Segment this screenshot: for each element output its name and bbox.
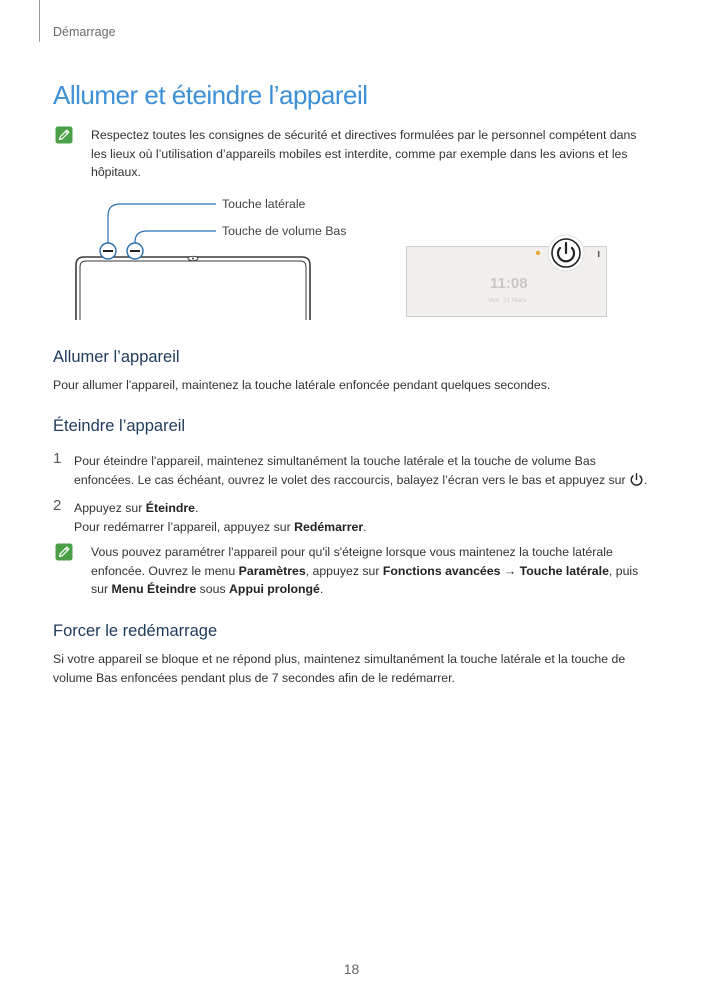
step-text [74, 452, 653, 489]
side-key-settings-note [55, 543, 645, 599]
note-part-5: . [319, 582, 324, 596]
force-restart-text: Si votre appareil se bloque et ne répond plus, maintenez simultanément la touche latérale et la touche de volume Bas enfoncées pendant plus de 7 secondes afin de le redémarrer. [53, 652, 626, 685]
off-option: Éteindre [145, 501, 195, 515]
note-arrow: → [500, 563, 520, 578]
volume-down-label: Touche de volume Bas [222, 224, 347, 238]
device-illustration [70, 195, 630, 320]
step-2-suffix: . [194, 501, 199, 515]
power-off-step-1 [53, 452, 653, 489]
screen-date: Ven. 31 Mars [488, 297, 527, 304]
side-key-label: Touche latérale [222, 197, 306, 211]
page-title: Allumer et éteindre l’appareil [53, 80, 368, 110]
step-text [74, 499, 653, 536]
power-off-heading: Éteindre l’appareil [53, 417, 186, 435]
settings-note-text [91, 543, 645, 599]
restart-prefix: Pour redémarrer l’appareil, appuyez sur [74, 519, 295, 534]
note-part-2: , appuyez sur [305, 563, 383, 578]
note-part-4: sous [196, 582, 230, 596]
power-on-heading: Allumer l’appareil [53, 348, 180, 366]
screen-time: 11:08 [490, 275, 528, 292]
safety-note-text: Respectez toutes les consignes de sécurité et directives formulées par le personnel compétent dans les lieux où l’utilisation d’appareils mobiles est interdite, comme par exemple dans les avions et les hôpitaux. [91, 128, 637, 179]
page-number: 18 [343, 961, 360, 977]
note-part-1: Vous pouvez paramétrer l'appareil pour qu'il s'éteigne lorsque vous maintenez la touche latérale enfoncée. Ouvrez le menu [91, 545, 613, 578]
menu-advanced-features: Fonctions avancées [382, 563, 501, 578]
restart-suffix: . [363, 519, 367, 534]
safety-note [55, 126, 645, 182]
menu-press-and-hold: Appui prolongé [229, 582, 320, 596]
menu-side-key: Touche latérale [519, 563, 609, 578]
power-icon [629, 472, 644, 487]
step-number: 1 [53, 450, 62, 467]
step-1-text: Pour éteindre l'appareil, maintenez simultanément la touche latérale et la touche de volume Bas enfoncées. Le cas échéant, ouvrez le volet des raccourcis, balayez l’écran vers le bas et appuyez sur [74, 454, 626, 487]
menu-power-off-menu: Menu Éteindre [111, 582, 197, 596]
step-number: 2 [53, 497, 62, 514]
power-off-step-2 [53, 499, 653, 536]
force-restart-heading: Forcer le redémarrage [53, 622, 218, 640]
note-part-3: , puis sur [91, 563, 639, 596]
chapter-label: Démarrage [53, 25, 116, 39]
note-pencil-icon [55, 543, 73, 561]
step-2-prefix: Appuyez sur [74, 501, 146, 515]
tablet-keys-diagram [70, 195, 630, 320]
power-on-text: Pour allumer l'appareil, maintenez la touche latérale enfoncée pendant quelques secondes. [53, 378, 551, 392]
restart-option: Redémarrer [294, 519, 364, 534]
note-pencil-icon [55, 126, 73, 144]
step-1-end: . [644, 472, 648, 487]
chapter-divider [39, 0, 40, 42]
menu-settings: Paramètres [238, 563, 306, 578]
